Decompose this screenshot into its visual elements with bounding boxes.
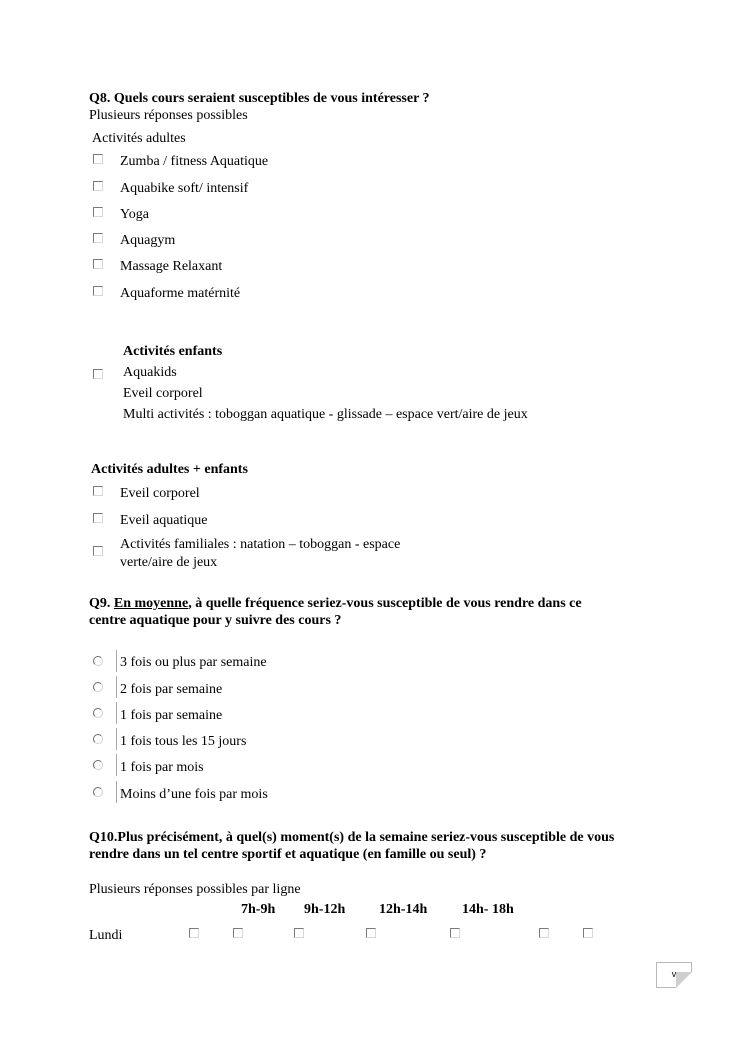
radio-1-fois-mois[interactable]	[93, 760, 103, 770]
option-label: 1 fois par semaine	[120, 708, 223, 723]
checkbox-aquabike[interactable]	[93, 181, 103, 191]
option-label: 2 fois par semaine	[120, 682, 223, 697]
q9-title-line2: centre aquatique pour y suivre des cours ?	[89, 613, 342, 628]
checkbox-lundi-slot[interactable]	[450, 928, 460, 938]
checkbox-aquagym[interactable]	[93, 233, 103, 243]
option-divider	[116, 676, 117, 698]
q8-adult-heading: Activités adultes	[92, 131, 186, 146]
q10-subtitle: Plusieurs réponses possibles par ligne	[89, 882, 301, 897]
option-label: Eveil aquatique	[120, 513, 208, 528]
option-divider	[116, 728, 117, 750]
checkbox-lundi-slot[interactable]	[189, 928, 199, 938]
option-label: Eveil corporel	[120, 486, 200, 501]
child-line: Multi activités : toboggan aquatique - glissade – espace vert/aire de jeux	[123, 407, 528, 422]
q8-family-heading: Activités adultes + enfants	[91, 462, 248, 477]
radio-2-fois[interactable]	[93, 682, 103, 692]
option-label: Aquagym	[120, 233, 176, 248]
checkbox-eveil-corporel[interactable]	[93, 486, 103, 496]
checkbox-lundi-slot[interactable]	[233, 928, 243, 938]
option-divider	[116, 781, 117, 803]
checkbox-aquaforme[interactable]	[93, 286, 103, 296]
checkbox-eveil-aquatique[interactable]	[93, 513, 103, 523]
q10-title-line1: Q10.Plus précisément, à quel(s) moment(s) de la semaine seriez-vous susceptible de vous	[89, 830, 615, 845]
option-label: Aquaforme matérnité	[120, 286, 241, 301]
checkbox-children[interactable]	[93, 369, 103, 379]
checkbox-lundi-slot[interactable]	[539, 928, 549, 938]
option-label: Zumba / fitness Aquatique	[120, 154, 269, 169]
q8-subtitle: Plusieurs réponses possibles	[89, 108, 248, 123]
checkbox-lundi-slot[interactable]	[583, 928, 593, 938]
option-label: Massage Relaxant	[120, 259, 223, 274]
radio-moins-mois[interactable]	[93, 787, 103, 797]
checkbox-lundi-slot[interactable]	[366, 928, 376, 938]
option-label: 3 fois ou plus par semaine	[120, 655, 267, 670]
checkbox-lundi-slot[interactable]	[294, 928, 304, 938]
column-header: 7h-9h	[241, 902, 276, 917]
option-label: Activités familiales : natation – toboggan - espace	[120, 537, 401, 552]
checkbox-zumba[interactable]	[93, 154, 103, 164]
checkbox-familiales[interactable]	[93, 546, 103, 556]
page-fold-corner	[676, 972, 692, 988]
column-header: 9h-12h	[304, 902, 346, 917]
column-header: 12h-14h	[379, 902, 428, 917]
option-divider	[116, 754, 117, 776]
child-line: Aquakids	[123, 365, 177, 380]
page-number: v	[671, 969, 677, 979]
checkbox-massage[interactable]	[93, 259, 103, 269]
radio-1-fois-semaine[interactable]	[93, 708, 103, 718]
option-label: verte/aire de jeux	[120, 555, 218, 570]
child-line: Eveil corporel	[123, 386, 203, 401]
option-label: Aquabike soft/ intensif	[120, 181, 249, 196]
page-number-box	[656, 962, 692, 988]
option-label: Moins d’une fois par mois	[120, 787, 268, 802]
option-label: Yoga	[120, 207, 149, 222]
q8-child-heading: Activités enfants	[123, 344, 223, 359]
radio-15-jours[interactable]	[93, 734, 103, 744]
option-divider	[116, 702, 117, 724]
option-divider	[116, 650, 117, 672]
option-label: 1 fois par mois	[120, 760, 204, 775]
column-header: 14h- 18h	[462, 902, 514, 917]
radio-3-fois[interactable]	[93, 656, 103, 666]
row-label-lundi: Lundi	[89, 928, 123, 943]
q8-title: Q8. Quels cours seraient susceptibles de vous intéresser ?	[89, 91, 430, 106]
checkbox-yoga[interactable]	[93, 207, 103, 217]
q9-title-line1: Q9. En moyenne, à quelle fréquence seriez-vous susceptible de vous rendre dans ce	[89, 596, 582, 611]
option-label: 1 fois tous les 15 jours	[120, 734, 247, 749]
q10-title-line2: rendre dans un tel centre sportif et aquatique (en famille ou seul) ?	[89, 847, 487, 862]
